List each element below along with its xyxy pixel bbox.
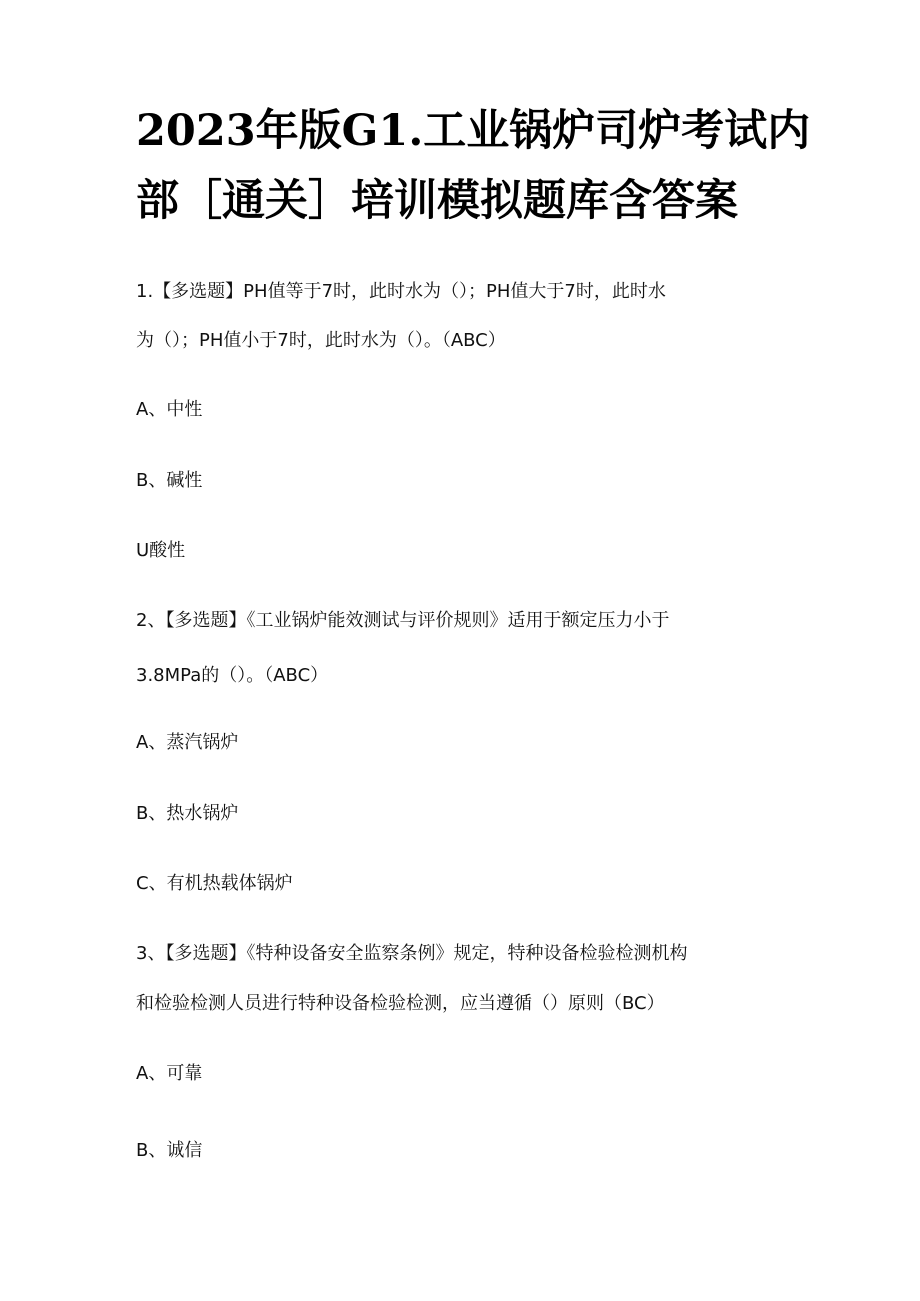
question-1-option-a: A、中性 [136, 399, 203, 420]
question-1-text-line-2: 为（）；PH值小于7时，此时水为（）。（ABC） [136, 330, 506, 351]
question-2-text-line-2: 3.8MPa的（）。（ABC） [136, 665, 329, 686]
question-3-text-line-2: 和检验检测人员进行特种设备检验检测，应当遵循（）原则（BC） [136, 993, 665, 1014]
question-1-text-line-1: 1.【多选题】PH值等于7时，此时水为（）；PH值大于7时，此时水 [136, 281, 666, 302]
question-3-text-line-1: 3、【多选题】《特种设备安全监察条例》规定，特种设备检验检测机构 [136, 943, 688, 964]
question-1-option-c: U酸性 [136, 540, 186, 561]
question-2-option-b: B、热水锅炉 [136, 803, 239, 824]
document-title-line-2: 部［通关］培训模拟题库含答案 [136, 176, 738, 226]
question-2-option-c: C、有机热载体锅炉 [136, 873, 293, 894]
document-title-line-1: 2023年版G1.工业锅炉司炉考试内 [136, 106, 811, 156]
question-1-option-b: B、碱性 [136, 470, 203, 491]
question-3-option-b: B、诚信 [136, 1140, 203, 1161]
question-2-option-a: A、蒸汽锅炉 [136, 732, 239, 753]
question-2-text-line-1: 2、【多选题】《工业锅炉能效测试与评价规则》适用于额定压力小于 [136, 610, 670, 631]
question-3-option-a: A、可靠 [136, 1063, 203, 1084]
